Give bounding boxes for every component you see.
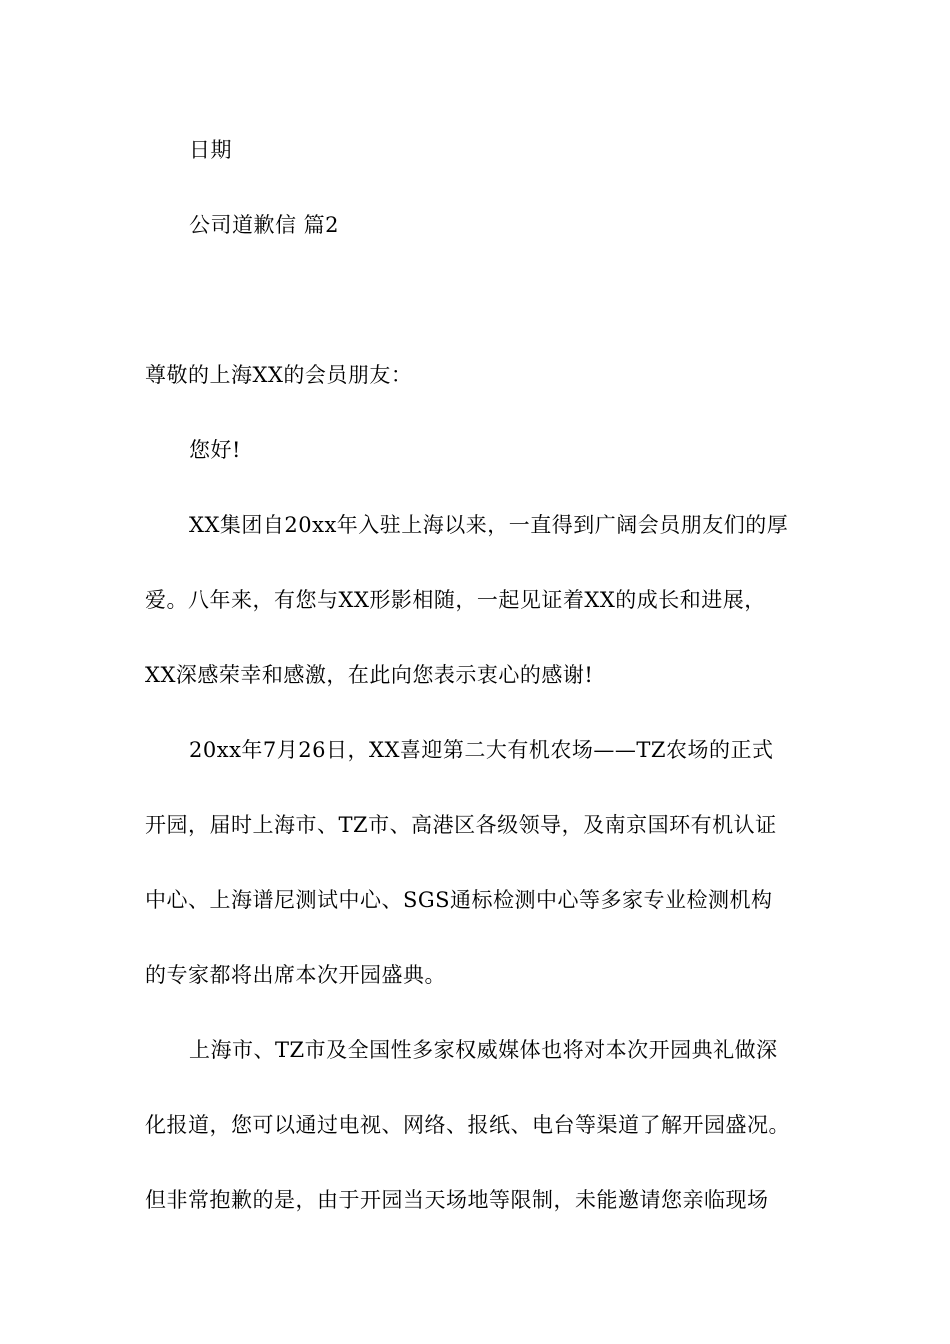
paragraph-line: 但非常抱歉的是，由于开园当天场地等限制，未能邀请您亲临现场 xyxy=(145,1188,769,1212)
paragraph-line: 开园，届时上海市、TZ市、高港区各级领导，及南京国环有机认证 xyxy=(145,813,777,837)
paragraph-line: XX深感荣幸和感激，在此向您表示衷心的感谢! xyxy=(145,663,594,687)
paragraph-line: 20xx年7月26日，XX喜迎第二大有机农场——TZ农场的正式 xyxy=(189,738,774,762)
paragraph-line: 的专家都将出席本次开园盛典。 xyxy=(145,963,446,987)
paragraph-line: 爱。八年来，有您与XX形影相随，一起见证着XX的成长和进展， xyxy=(145,588,766,612)
paragraph-line: 中心、上海谱尼测试中心、SGS通标检测中心等多家专业检测机构 xyxy=(145,888,773,912)
salutation: 尊敬的上海XX的会员朋友： xyxy=(145,363,413,387)
paragraph-line: 化报道，您可以通过电视、网络、报纸、电台等渠道了解开园盛况。 xyxy=(145,1113,790,1137)
paragraph-line: 上海市、TZ市及全国性多家权威媒体也将对本次开园典礼做深 xyxy=(189,1038,778,1062)
paragraph-line: XX集团自20xx年入驻上海以来，一直得到广阔会员朋友们的厚 xyxy=(189,513,789,537)
greeting: 您好! xyxy=(189,438,241,462)
section-title: 公司道歉信 篇2 xyxy=(189,213,340,237)
date-label: 日期 xyxy=(189,138,232,162)
